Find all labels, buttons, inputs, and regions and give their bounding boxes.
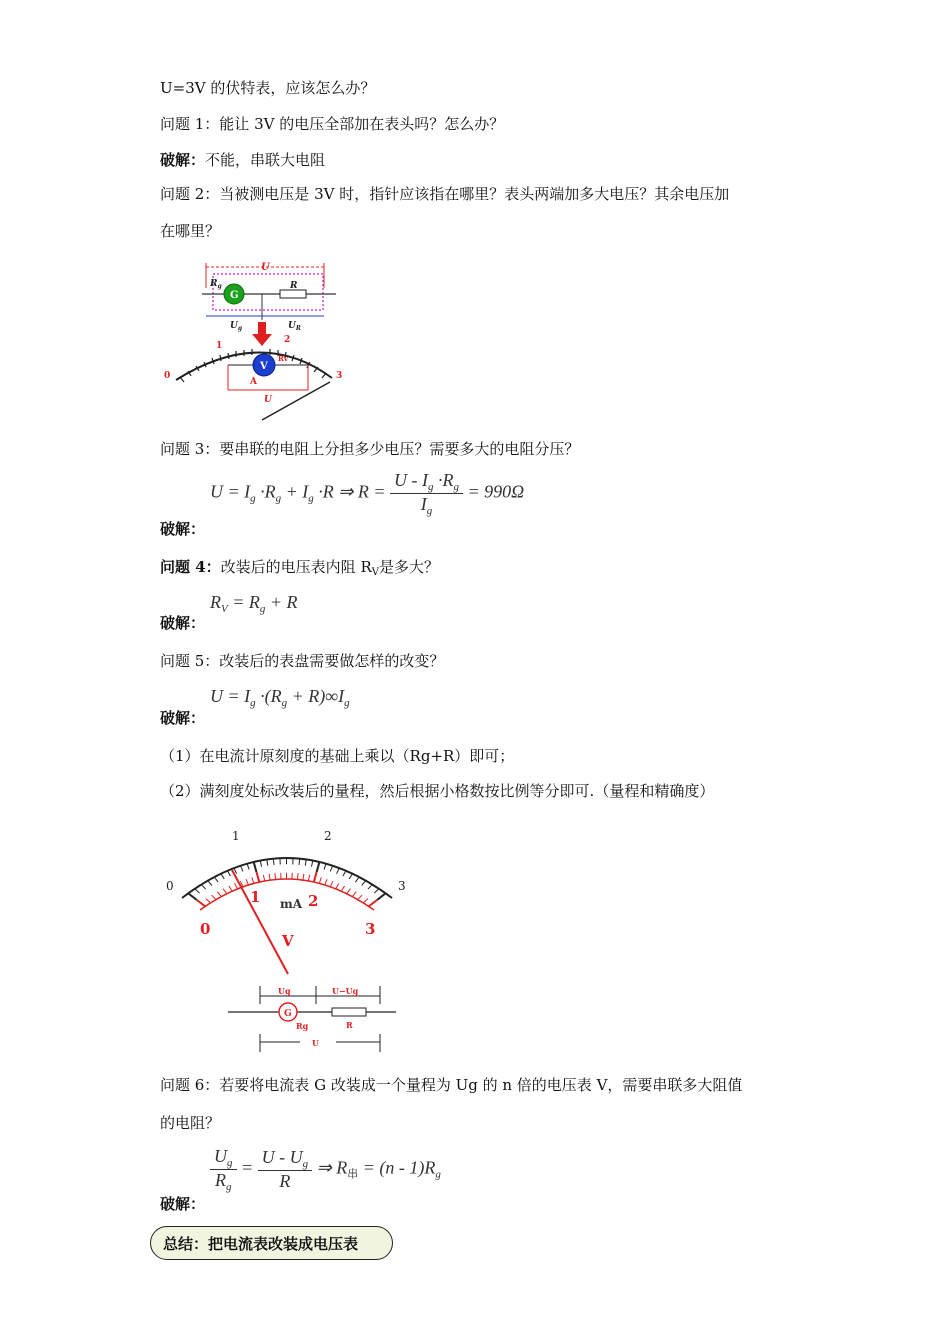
fig2-inner-tick bbox=[223, 889, 227, 894]
question-5: 问题 5：改装后的表盘需要做怎样的改变？ bbox=[160, 652, 445, 670]
fig2-inner-tick bbox=[197, 900, 205, 907]
fig1-a-label: A bbox=[250, 377, 257, 387]
fig2-inner-tick bbox=[341, 886, 344, 891]
fig2-outer-tick bbox=[305, 859, 306, 865]
question-2-line-1: 问题 2：当被测电压是 3V 时，指针应该指在哪里？表头两端加多大电压？其余电压加 bbox=[160, 185, 730, 203]
fig1-scale-1: 1 bbox=[216, 341, 223, 351]
question-2-line-2: 在哪里？ bbox=[160, 222, 221, 240]
fig1-r-label: R bbox=[290, 281, 298, 291]
answer-text: 不能，串联大电阻 bbox=[205, 151, 326, 169]
fig2-inner-tick bbox=[314, 872, 317, 882]
fig2-outer-tick bbox=[343, 871, 346, 876]
question-6-line-1: 问题 6：若要将电流表 G 改装成一个量程为 Ug 的 n 倍的电压表 V，需要串联多大阻值 bbox=[160, 1076, 743, 1094]
fig1-scale-0: 0 bbox=[164, 371, 171, 381]
fig2-inner-tick bbox=[263, 875, 264, 881]
question-1: 问题 1：能让 3V 的电压全部加在表头吗？怎么办？ bbox=[160, 115, 505, 133]
summary-badge: 总结：把电流表改装成电压表 bbox=[150, 1226, 393, 1260]
fig2-inner-tick bbox=[256, 872, 259, 882]
fig2-inner-tick bbox=[269, 874, 270, 880]
fig2-top-2: 2 bbox=[324, 829, 332, 843]
answer-label: 破解： bbox=[160, 151, 206, 169]
fig2-top-0: 0 bbox=[166, 879, 174, 893]
fig2-outer-tick bbox=[260, 861, 261, 867]
fig2-red-3: 3 bbox=[365, 920, 376, 938]
formula-4: $R_V = R_g + R$ bbox=[210, 592, 298, 615]
fig2-g-label: G bbox=[284, 1009, 292, 1019]
fig2-outer-tick bbox=[273, 859, 274, 865]
answer-6-label: 破解： bbox=[160, 1195, 206, 1213]
fig2-outer-tick bbox=[214, 877, 218, 882]
fig2-u-label: U bbox=[312, 1038, 319, 1048]
formula-5: $U = I_g \cdot(R_g + R)\infty I_g$ bbox=[210, 686, 350, 709]
fig2-outer-tick bbox=[299, 859, 300, 865]
fig2-outer-tick bbox=[241, 866, 243, 872]
fig2-inner-tick bbox=[352, 892, 356, 897]
fig2-inner-tick bbox=[358, 895, 362, 900]
fig2-inner-tick bbox=[336, 883, 339, 888]
intro-line: U=3V 的伏特表，应该怎么办？ bbox=[160, 79, 376, 97]
fig2-top-3: 3 bbox=[398, 879, 406, 893]
fig1-rv-label: Rv bbox=[278, 354, 288, 363]
fig2-inner-tick bbox=[275, 873, 276, 879]
fig1-scale-3: 3 bbox=[336, 371, 343, 381]
fig2-rg-label: Rg bbox=[296, 1021, 309, 1031]
step-1: （1）在电流计原刻度的基础上乘以（Rg+R）即可； bbox=[160, 747, 515, 765]
formula-6: $\frac{U_g}{R_g}$ = $\frac{U - U_g}{R}$ ⇒ $R_串 = (n - 1)R_g$ bbox=[210, 1146, 441, 1193]
fig2-outer-tick bbox=[221, 874, 224, 879]
fig1-ug-label: $U_g$ bbox=[230, 321, 243, 332]
fig2-r-label: R bbox=[346, 1020, 353, 1030]
fig1-v-label: V bbox=[260, 361, 268, 372]
fig2-outer-tick bbox=[267, 859, 268, 865]
fig2-outer-tick bbox=[195, 889, 200, 893]
question-3: 问题 3：要串联的电阻上分担多少电压？需要多大的电阻分压？ bbox=[160, 440, 580, 458]
fig2-outer-tick bbox=[208, 881, 212, 886]
fig2-outer-tick bbox=[349, 874, 352, 879]
answer-4-label: 破解： bbox=[160, 614, 206, 632]
fig2-outer-tick bbox=[362, 881, 366, 886]
fig2-inner-tick bbox=[246, 879, 248, 885]
fig2-inner-tick bbox=[235, 883, 238, 888]
fig2-outer-tick bbox=[311, 861, 312, 867]
fig1-u2-label: U bbox=[264, 395, 272, 405]
question-4: 问题 4：改装后的电压表内阻 $R_V$是多大？ bbox=[160, 558, 439, 578]
fig2-outer-tick bbox=[330, 866, 332, 872]
step-2: （2）满刻度处标改装后的量程，然后根据小格数按比例等分即可.（量程和精确度） bbox=[160, 782, 715, 800]
formula-3: $U = I_g \cdot R_g + I_g \cdot R$ ⇒ R = $\frac{U - I_g \cdot R_g}{I_g}$ = 990Ω bbox=[210, 470, 525, 517]
fig2-inner-tick bbox=[303, 874, 304, 880]
fig2-inner-tick bbox=[217, 892, 221, 897]
fig2-ug-label: Ug bbox=[278, 986, 291, 996]
fig2-inner-tick bbox=[369, 900, 377, 907]
fig2-inner-tick bbox=[319, 877, 321, 883]
fig1-rg-label: $R_g$ bbox=[210, 279, 222, 290]
fig2-inner-tick bbox=[206, 899, 211, 903]
fig2-outer-tick bbox=[355, 877, 359, 882]
fig2-top-1: 1 bbox=[232, 829, 240, 843]
fig2-outer-tick bbox=[368, 885, 372, 890]
fig2-outer-tick bbox=[247, 864, 249, 870]
fig2-outer-tick bbox=[324, 864, 326, 870]
fig2-inner-tick bbox=[212, 895, 216, 900]
fig2-red-2: 2 bbox=[308, 892, 319, 910]
fig2-inner-tick bbox=[252, 877, 254, 883]
fig1-u-label: U bbox=[261, 262, 270, 273]
fig2-unit: mA bbox=[280, 897, 303, 911]
fig2-inner-tick bbox=[229, 886, 232, 891]
fig2-red-1: 1 bbox=[250, 888, 261, 906]
figure-2-meter-circuit bbox=[160, 824, 410, 1056]
fig2-outer-tick bbox=[201, 885, 205, 890]
fig2-inner-tick bbox=[363, 899, 368, 903]
fig2-uug-label: U−Ug bbox=[332, 986, 359, 996]
fig2-outer-tick bbox=[188, 893, 196, 900]
fig1-g-label: G bbox=[230, 290, 239, 301]
fig2-outer-tick bbox=[254, 862, 257, 872]
fig2-outer-tick bbox=[337, 868, 340, 874]
fig2-inner-tick bbox=[325, 879, 327, 885]
fig2-inner-tick bbox=[330, 881, 333, 887]
fig2-outer-tick bbox=[377, 893, 385, 900]
fig1-ur-label: $U_R$ bbox=[288, 321, 301, 332]
figure-1-circuit-dial bbox=[158, 258, 358, 430]
fig2-inner-tick bbox=[347, 889, 351, 894]
fig2-v-label: V bbox=[282, 932, 294, 950]
fig2-outer-tick bbox=[374, 889, 379, 893]
fig2-inner-tick bbox=[308, 875, 309, 881]
question-6-line-2: 的电阻？ bbox=[160, 1114, 221, 1132]
fig2-outer-tick bbox=[317, 862, 320, 872]
fig2-red-0: 0 bbox=[200, 920, 211, 938]
fig2-outer-tick bbox=[227, 871, 230, 876]
answer-5-label: 破解： bbox=[160, 709, 206, 727]
answer-1 bbox=[160, 150, 325, 170]
fig1-scale-2: 2 bbox=[284, 335, 291, 345]
answer-3-label: 破解： bbox=[160, 520, 206, 538]
fig2-inner-tick bbox=[297, 873, 298, 879]
